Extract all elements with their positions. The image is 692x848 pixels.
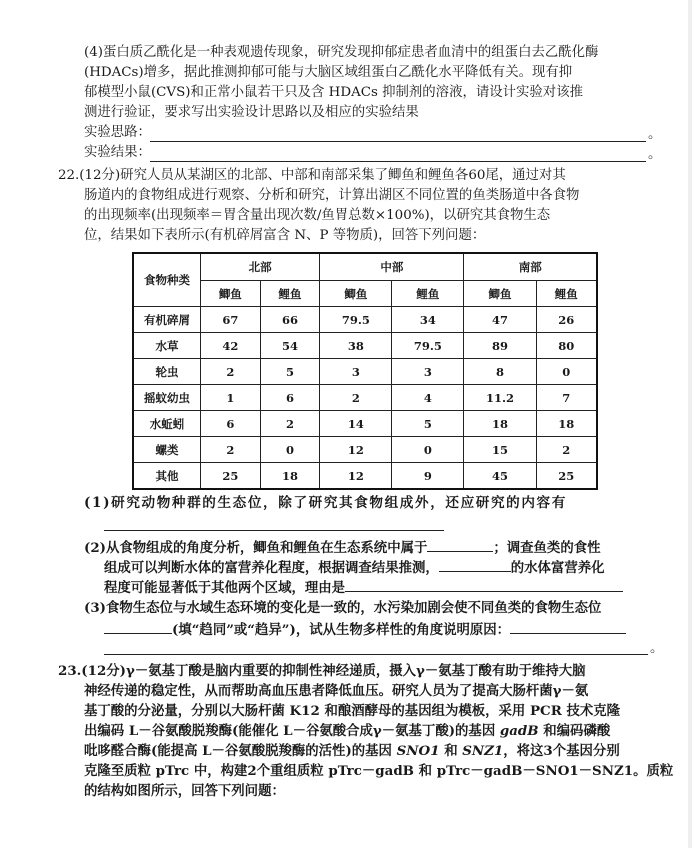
- q23-line-5mid: 和: [439, 743, 463, 759]
- table-cell: 79.5: [320, 307, 392, 333]
- q22-line-1: 22.(12分)研究人员从某湖区的北部、中部和南部采集了鲫鱼和鲤鱼各60尾，通过对其: [58, 168, 566, 183]
- row-label: 有机碎屑: [133, 307, 201, 333]
- table-cell: 9: [392, 463, 464, 490]
- region-blank[interactable]: [439, 557, 511, 572]
- region-header-north: 北部: [201, 253, 320, 281]
- table-cell: 2: [260, 411, 320, 437]
- table-cell: 5: [260, 359, 320, 385]
- table-cell: 80: [536, 333, 597, 359]
- table-row: [133, 411, 597, 437]
- table-row: [133, 463, 597, 490]
- q21-line-2: (HDACs)增多，据此推测抑郁可能与大脑区域组蛋白乙酰化水平降低有关。现有抑: [84, 65, 573, 80]
- row-label: 轮虫: [133, 359, 201, 385]
- table-cell: 15: [464, 437, 536, 463]
- table-cell: 54: [260, 333, 320, 359]
- experiment-result-blank[interactable]: [150, 161, 646, 162]
- table-cell: 3: [392, 359, 464, 385]
- food-frequency-table: [132, 252, 598, 490]
- table-cell: 34: [392, 307, 464, 333]
- q23-line-3: 基丁酸的分泌量，分别以大肠杆菌 K12 和酿酒酵母的基因组为模板，采用 PCR 技术克隆: [84, 703, 621, 719]
- q23-line-4b: 和编码磷酸: [538, 723, 611, 739]
- end-mark: 。: [648, 127, 662, 142]
- table-cell: 79.5: [392, 333, 464, 359]
- table-cell: 18: [260, 463, 320, 490]
- table-cell: 3: [320, 359, 392, 385]
- species-header: 鲫鱼: [201, 281, 261, 307]
- table-cell: 26: [536, 307, 597, 333]
- q23-line-4: [84, 722, 610, 740]
- q22-part3-line1: (3)食物生态位与水域生态环境的变化是一致的，水污染加剧会使不同鱼类的食物生态位: [84, 600, 602, 616]
- table-cell: 11.2: [464, 385, 536, 411]
- table-cell: 18: [536, 411, 597, 437]
- table-cell: 8: [464, 359, 536, 385]
- experiment-result-label: 实验结果：: [84, 145, 151, 160]
- table-row: [133, 437, 597, 463]
- row-label: 摇蚊幼虫: [133, 385, 201, 411]
- gene-snz1: SNZ1: [462, 743, 504, 759]
- table-cell: 0: [260, 437, 320, 463]
- table-cell: 47: [464, 307, 536, 333]
- experiment-idea-label: 实验思路：: [84, 125, 151, 140]
- species-header: 鲤鱼: [392, 281, 464, 307]
- table-cell: 0: [392, 437, 464, 463]
- q23-line-5: [84, 742, 620, 760]
- q22-part2-line1: [84, 537, 601, 557]
- end-mark: 。: [650, 641, 664, 656]
- row-label: 螺类: [133, 437, 201, 463]
- q23-line-5a: 吡哆醛合酶(能提高 L－谷氨酸脱羧酶的活性)的基因: [84, 743, 397, 759]
- part3-text: (填“趋同”或“趋异”)，试从生物多样性的角度说明原因：: [172, 622, 511, 638]
- table-cell: 12: [320, 437, 392, 463]
- q22-line-2: 肠道内的食物组成进行观察、分析和研究，计算出湖区不同位置的鱼类肠道中各食物: [84, 188, 580, 203]
- q23-line-5b: ，将这3个基因分别: [503, 743, 620, 759]
- part2-text-b: ；调查鱼类的食性: [493, 540, 601, 556]
- q23-line-2: 神经传递的稳定性，从而帮助高血压患者降低血压。研究人员为了提高大肠杆菌γ－氨: [84, 683, 589, 699]
- species-header: 鲤鱼: [536, 281, 597, 307]
- trophic-role-blank[interactable]: [427, 537, 493, 552]
- biodiversity-reason-blank[interactable]: [510, 619, 626, 634]
- table-cell: 2: [320, 385, 392, 411]
- species-header: 鲤鱼: [260, 281, 320, 307]
- part2-text-a: (2)从食物组成的角度分析，鲫鱼和鲤鱼在生态系统中属于: [84, 540, 428, 556]
- table-cell: 6: [260, 385, 320, 411]
- table-cell: 0: [536, 359, 597, 385]
- species-header: 鲫鱼: [464, 281, 536, 307]
- gene-sno1: SNO1: [396, 743, 440, 759]
- table-cell: 18: [464, 411, 536, 437]
- q23-line-1: 23.(12分)γ－氨基丁酸是脑内重要的抑制性神经递质，摄入γ－氨基丁酸有助于维持大脑: [58, 663, 586, 679]
- table-cell: 42: [201, 333, 261, 359]
- table-row: [133, 359, 597, 385]
- table-cell: 6: [201, 411, 261, 437]
- q22-line-3: 的出现频率(出现频率＝胃含量出现次数/鱼胃总数×100%)，以研究其食物生态: [84, 208, 551, 223]
- row-label: 水草: [133, 333, 201, 359]
- table-cell: 12: [320, 463, 392, 490]
- page-edge: [688, 0, 692, 848]
- table-cell: 2: [536, 437, 597, 463]
- gene-gadB: gadB: [499, 723, 539, 739]
- reason-blank[interactable]: [345, 577, 623, 592]
- region-header-middle: 中部: [320, 253, 464, 281]
- q21-line-4: 测进行验证，要求写出实验设计思路以及相应的实验结果: [84, 105, 419, 120]
- table-cell: 14: [320, 411, 392, 437]
- table-cell: 67: [201, 307, 261, 333]
- table-cell: 25: [201, 463, 261, 490]
- q22-part2-line3: [104, 577, 623, 597]
- q23-line-4a: 出编码 L－谷氨酸脱羧酶(能催化 L－谷氨酸合成γ－氨基丁酸)的基因: [84, 723, 500, 739]
- part2-text-d: 的水体富营养化: [510, 560, 605, 576]
- part2-text-c: 组成可以判断水体的富营养化程度，根据调查结果推测，: [104, 560, 439, 576]
- table-corner-header: 食物种类: [133, 253, 201, 307]
- part2-text-e: 程度可能显著低于其他两个区域，理由是: [104, 580, 346, 596]
- biodiversity-reason-blank-2[interactable]: [104, 654, 648, 655]
- table-cell: 25: [536, 463, 597, 490]
- table-cell: 5: [392, 411, 464, 437]
- q22-part3-line2: [104, 619, 626, 639]
- table-cell: 4: [392, 385, 464, 411]
- species-header: 鲫鱼: [320, 281, 392, 307]
- table-cell: 38: [320, 333, 392, 359]
- table-row: [133, 307, 597, 333]
- q22-part1: (1)研究动物种群的生态位，除了研究其食物组成外，还应研究的内容有: [84, 495, 567, 511]
- table-cell: 2: [201, 437, 261, 463]
- q21-line-1: (4)蛋白质乙酰化是一种表观遗传现象，研究发现抑郁症患者血清中的组蛋白去乙酰化酶: [84, 45, 599, 60]
- part1-answer-blank[interactable]: [104, 530, 444, 531]
- table-row: [133, 385, 597, 411]
- table-cell: 2: [201, 359, 261, 385]
- row-label: 其他: [133, 463, 201, 490]
- end-mark: 。: [648, 147, 662, 162]
- trend-blank[interactable]: [104, 619, 172, 634]
- q22-line-4: 位，结果如下表所示(有机碎屑富含 N、P 等物质)，回答下列问题：: [84, 228, 486, 243]
- table-cell: 7: [536, 385, 597, 411]
- q22-part2-line2: [104, 557, 605, 577]
- table-cell: 45: [464, 463, 536, 490]
- q23-line-6: 克隆至质粒 pTrc 中，构建2个重组质粒 pTrc－gadB 和 pTrc－gadB－SNO1－SNZ1。质粒: [84, 763, 674, 779]
- q23-line-7: 的结构如图所示，回答下列问题：: [84, 783, 285, 799]
- row-label: 水蚯蚓: [133, 411, 201, 437]
- q21-line-3: 郁模型小鼠(CVS)和正常小鼠若干只及含 HDACs 抑制剂的溶液，请设计实验对该推: [84, 85, 583, 100]
- region-header-south: 南部: [464, 253, 597, 281]
- table-cell: 1: [201, 385, 261, 411]
- table-cell: 66: [260, 307, 320, 333]
- table-row: [133, 333, 597, 359]
- table-cell: 89: [464, 333, 536, 359]
- experiment-idea-blank[interactable]: [150, 141, 646, 142]
